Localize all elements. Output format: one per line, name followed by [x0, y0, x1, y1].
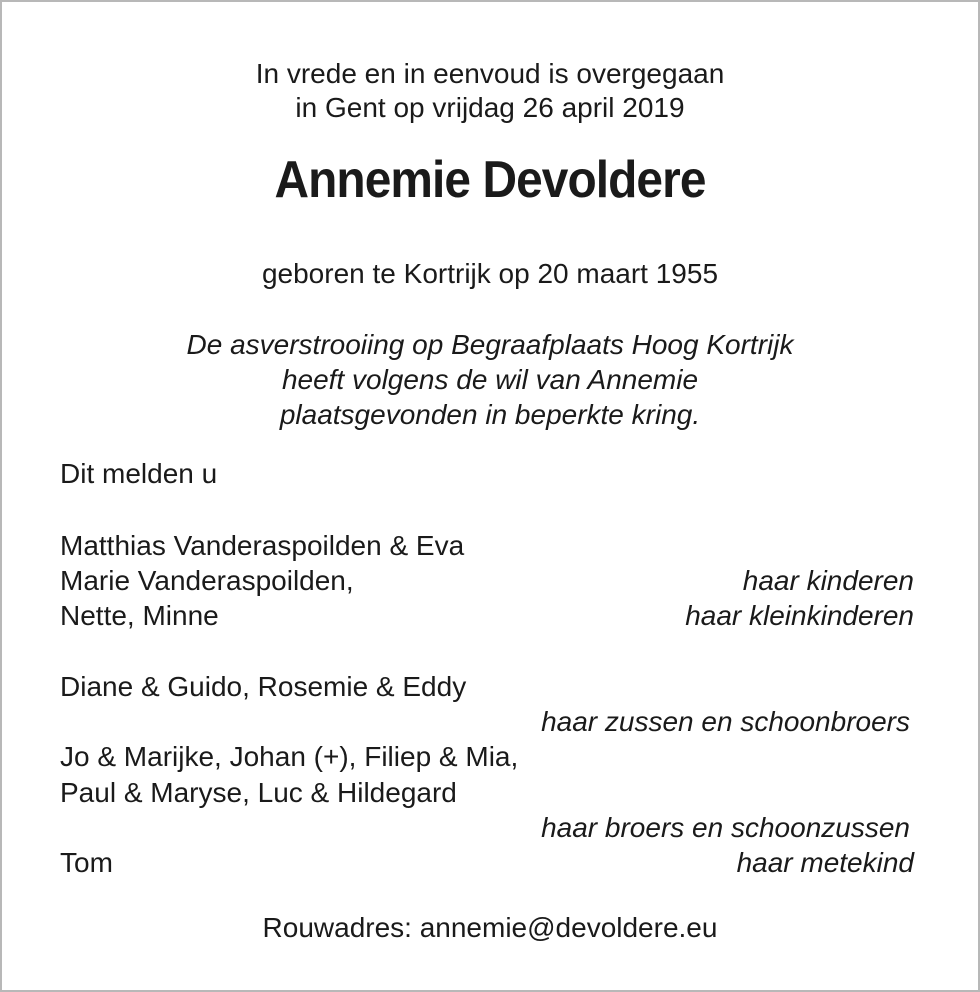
grandchildren-role: haar kleinkinderen	[685, 600, 914, 631]
ceremony-line-2: heeft volgens de wil van Annemie	[281, 364, 699, 395]
intro-line-2: in Gent op vrijdag 26 april 2019	[295, 92, 685, 123]
announcers-intro: Dit melden u	[60, 458, 218, 489]
brothers-names-1: Jo & Marijke, Johan (+), Filiep & Mia,	[60, 741, 519, 772]
sisters-role: haar zussen en schoonbroers	[541, 706, 910, 737]
brothers-role: haar broers en schoonzussen	[541, 812, 910, 843]
ceremony-line-1: De asverstrooiing op Begraafplaats Hoog Kortrijk	[186, 329, 794, 360]
deceased-name: Annemie Devoldere	[274, 151, 706, 209]
children-role: haar kinderen	[742, 565, 914, 596]
brothers-names-2: Paul & Maryse, Luc & Hildegard	[60, 777, 457, 808]
sisters-names: Diane & Guido, Rosemie & Eddy	[60, 671, 467, 702]
children-names-1: Matthias Vanderaspoilden & Eva	[60, 530, 465, 561]
ceremony-line-3: plaatsgevonden in beperkte kring.	[279, 399, 701, 430]
intro-line-1: In vrede en in eenvoud is overgegaan	[255, 58, 725, 89]
godchild-name: Tom	[60, 847, 113, 878]
condolence-address: Rouwadres: annemie@devoldere.eu	[262, 912, 718, 943]
birth-line: geboren te Kortrijk op 20 maart 1955	[261, 258, 719, 289]
grandchildren-names: Nette, Minne	[60, 600, 219, 631]
children-names-2: Marie Vanderaspoilden,	[60, 565, 354, 596]
godchild-role: haar metekind	[736, 847, 914, 878]
